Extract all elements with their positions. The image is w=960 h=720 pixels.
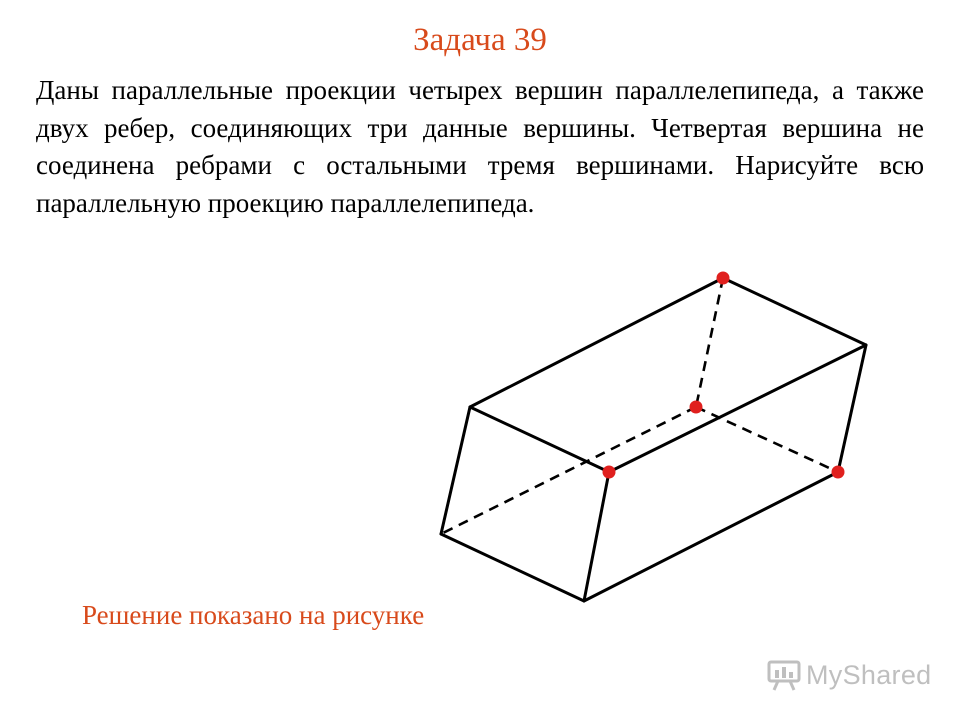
hidden-edge-back-bottom — [441, 407, 696, 534]
edge-bottom-front — [584, 472, 838, 601]
edge-top-front — [609, 345, 866, 472]
problem-statement: Даны параллельные проекции четырех вершин параллелепипеда, а также двух ребер, соединяющих три данные вершины. Четвертая вершина не соединена ребрами с остальными тремя вершинами. Нарисуйте всю параллельную проекцию параллелепипеда. — [36, 75, 924, 218]
edge-top-back — [470, 278, 723, 407]
edge-top-right — [723, 278, 866, 345]
presentation-board-icon — [766, 657, 802, 693]
edge-top-left — [470, 407, 609, 472]
given-vertex-hidden — [690, 401, 703, 414]
watermark-text: MyShared — [806, 659, 932, 690]
given-vertex-right — [832, 466, 845, 479]
slide-title: Задача 39 — [413, 22, 547, 58]
hidden-edge-right-bottom — [696, 407, 838, 472]
given-vertex-front — [603, 466, 616, 479]
hidden-edge-vertical — [696, 278, 723, 407]
watermark — [766, 655, 931, 695]
given-vertex-top — [717, 272, 730, 285]
edge-bottom-left — [441, 534, 584, 601]
edge-left-back — [441, 407, 470, 534]
solution-note: Решение показано на рисунке — [82, 600, 425, 630]
edge-right-vertical — [838, 345, 866, 472]
edge-front-left — [584, 472, 609, 601]
